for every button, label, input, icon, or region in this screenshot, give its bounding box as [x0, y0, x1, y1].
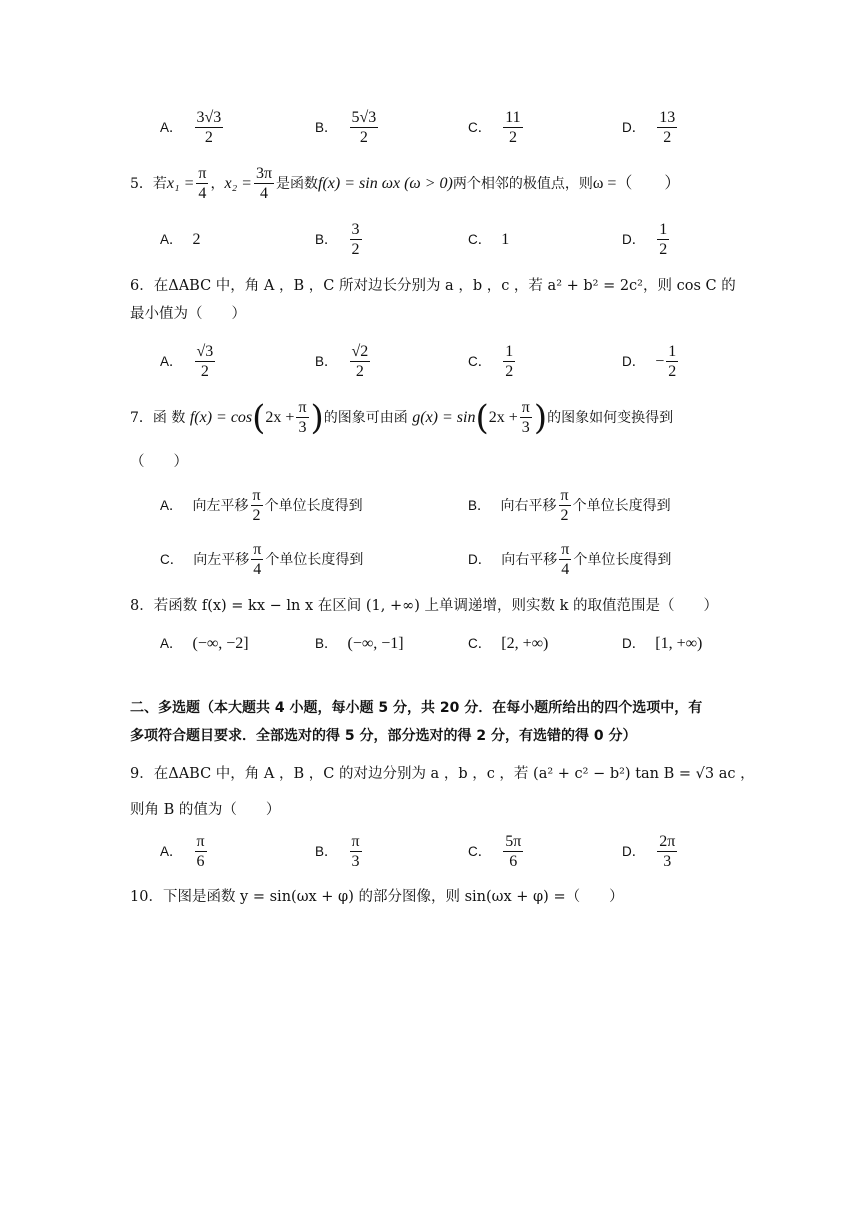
numerator: 3π [255, 165, 273, 182]
denominator: 2 [204, 129, 213, 146]
option-value: (−∞, −1] [347, 635, 404, 652]
numerator: π [198, 165, 207, 182]
option-label: A． [160, 636, 183, 651]
fraction [296, 398, 308, 437]
q5-omega: ω =（ ） [592, 174, 681, 192]
section2-heading-line1: 二、多选题（本大题共 4 小题，每小题 5 分，共 20 分．在每小题所给出的四个选项中，有 [130, 700, 703, 716]
left-paren: ( [475, 397, 489, 438]
numerator: 1 [659, 221, 668, 238]
option-label: B． [468, 497, 491, 513]
option-label: D． [622, 119, 646, 135]
option-label: B． [315, 119, 338, 135]
numerator: π [521, 399, 530, 416]
fraction [503, 342, 515, 381]
option-value: 1 [501, 231, 510, 248]
denominator: 6 [196, 853, 205, 870]
denominator: 4 [198, 185, 207, 202]
fraction [350, 342, 371, 381]
fraction [657, 108, 677, 147]
numerator: π [252, 487, 261, 504]
fraction [503, 108, 522, 147]
q5-prefix: 5．若 [130, 175, 167, 192]
option-label: C． [468, 353, 492, 369]
q6-option-a [160, 342, 217, 381]
q5-option-a [160, 230, 201, 250]
q6-option-d [622, 342, 680, 381]
q5-option-c [468, 230, 509, 250]
right-paren: ) [533, 397, 548, 438]
q8-option-a [160, 634, 249, 654]
option-label: B． [315, 843, 338, 859]
q9-option-c [468, 832, 525, 871]
option-label: C． [160, 551, 184, 567]
q5-x2: x₂ = [224, 174, 252, 192]
q8-option-d [622, 634, 702, 654]
numerator: √3 [196, 343, 214, 360]
q9-option-d [622, 832, 679, 871]
denominator: 6 [509, 853, 518, 870]
numerator: π [253, 541, 262, 558]
q8-option-b [315, 634, 404, 654]
denominator: 2 [508, 129, 517, 146]
q7-option-c [160, 540, 363, 579]
option-label: D． [622, 353, 646, 369]
denominator: 2 [668, 363, 677, 380]
option-pre: 向左平移 [192, 497, 249, 514]
option-pre: 向左平移 [193, 551, 250, 568]
numerator: 3 [351, 221, 360, 238]
q7-option-b [468, 486, 671, 525]
denominator: 2 [659, 241, 668, 258]
denominator: 2 [505, 363, 514, 380]
option-value: [1, +∞) [655, 635, 703, 652]
q6-line1: 6．在ΔABC 中，角 A ，B ，C 所对边长分别为 a ，b ，c ，若 a² + b² = 2c²，则 cos C 的 [130, 278, 736, 294]
option-label: D． [622, 843, 646, 859]
numerator: √2 [351, 343, 369, 360]
option-label: D． [622, 636, 646, 651]
fraction [657, 220, 669, 259]
option-label: C． [468, 843, 492, 859]
fraction [350, 108, 379, 147]
option-label: A． [160, 119, 183, 135]
denominator: 2 [355, 363, 364, 380]
option-label: C． [468, 232, 492, 247]
q6-line2: 最小值为（ ） [130, 306, 246, 322]
option-label: A． [160, 353, 183, 369]
q9-line2: 则角 B 的值为（ ） [130, 802, 281, 818]
denominator: 2 [359, 129, 368, 146]
q7-line2: （ ） [130, 454, 188, 470]
q7-inner: 2x + [265, 408, 295, 426]
option-pre: 向右平移 [501, 551, 558, 568]
option-label: D． [468, 551, 492, 567]
fraction [251, 486, 263, 525]
q7-stem [130, 398, 673, 437]
numerator: 3√3 [196, 109, 222, 126]
numerator: 1 [505, 343, 514, 360]
fraction [195, 108, 224, 147]
q5-stem [130, 164, 680, 203]
option-post: 个单位长度得到 [572, 497, 671, 514]
numerator: 2π [659, 833, 676, 850]
denominator: 2 [252, 507, 261, 524]
denominator: 4 [561, 561, 570, 578]
option-value: 2 [192, 231, 201, 248]
q5-suffix: 两个相邻的极值点，则 [452, 175, 593, 192]
denominator: 3 [298, 419, 307, 436]
fraction [559, 486, 571, 525]
section2-heading-line2: 多项符合题目要求．全部选对的得 5 分，部分选对的得 2 分，有选错的得 0 分） [130, 728, 637, 744]
fraction [195, 832, 207, 871]
option-post: 个单位长度得到 [265, 551, 364, 568]
fraction [666, 342, 678, 381]
option-label: B． [315, 353, 338, 369]
q5-option-b [315, 220, 364, 259]
q7-inner-2: 2x + [488, 408, 518, 426]
denominator: 3 [663, 853, 672, 870]
left-paren: ( [252, 397, 266, 438]
fraction [350, 832, 362, 871]
q4-option-c [468, 108, 525, 147]
q8-option-c [468, 634, 548, 654]
option-value: [2, +∞) [501, 635, 549, 652]
q5-func: f(x) = sin ωx (ω > 0) [318, 174, 453, 192]
numerator: 13 [659, 109, 676, 126]
fraction [503, 832, 523, 871]
denominator: 4 [259, 185, 268, 202]
q9-line1: 9．在ΔABC 中，角 A ，B ，C 的对边分别为 a ，b ，c ，若 (a² + c² − b²) tan B = √3 ac ， [130, 766, 755, 782]
q6-option-c [468, 342, 517, 381]
fraction [254, 164, 274, 203]
right-paren: ) [310, 397, 324, 438]
q7-p3: 的图象如何变换得到 [547, 409, 674, 426]
option-label: C． [468, 119, 492, 135]
fraction [251, 540, 263, 579]
fraction [657, 832, 677, 871]
option-label: D． [622, 231, 646, 247]
numerator: π [351, 833, 360, 850]
numerator: π [561, 541, 570, 558]
option-label: B． [315, 636, 338, 651]
denominator: 3 [521, 419, 530, 436]
option-label: A． [160, 232, 183, 247]
fraction [559, 540, 571, 579]
option-pre: 向右平移 [500, 497, 557, 514]
numerator: 11 [505, 109, 521, 126]
q5-sep: ， [210, 175, 225, 192]
denominator: 4 [253, 561, 262, 578]
denominator: 2 [200, 363, 209, 380]
q5-middle: 是函数 [276, 175, 319, 192]
option-label: B． [315, 231, 338, 247]
q4-option-d [622, 108, 679, 147]
q7-p1: 7．函 数 [130, 409, 186, 426]
q7-p2: 的图象可由函 [323, 409, 408, 426]
q7-f: f(x) = cos [189, 408, 253, 426]
minus-sign: − [655, 352, 665, 370]
q7-g: g(x) = sin [412, 408, 476, 426]
q5-option-d [622, 220, 671, 259]
denominator: 2 [351, 241, 360, 258]
numerator: 5√3 [351, 109, 377, 126]
numerator: π [196, 833, 205, 850]
denominator: 3 [351, 853, 360, 870]
numerator: 5π [505, 833, 522, 850]
option-post: 个单位长度得到 [264, 497, 363, 514]
option-post: 个单位长度得到 [573, 551, 672, 568]
option-label: A． [160, 497, 183, 513]
q5-x1: x₁ = [166, 174, 195, 192]
fraction [195, 342, 216, 381]
q9-option-a [160, 832, 209, 871]
q7-option-d [468, 540, 671, 579]
q8-line1: 8．若函数 f(x) = kx − ln x 在区间 (1, +∞) 上单调递增，则实数 k 的取值范围是（ ） [130, 598, 718, 614]
fraction [520, 398, 532, 437]
fraction [196, 164, 208, 203]
option-label: A． [160, 843, 183, 859]
fraction [350, 220, 362, 259]
q10-line1: 10．下图是函数 y = sin(ωx + φ) 的部分图像，则 sin(ωx + φ) =（ ） [130, 889, 624, 905]
option-value: (−∞, −2] [192, 635, 249, 652]
q9-option-b [315, 832, 364, 871]
q6-option-b [315, 342, 372, 381]
denominator: 2 [560, 507, 569, 524]
q4-option-b [315, 108, 380, 147]
option-label: C． [468, 636, 492, 651]
q4-option-a [160, 108, 225, 147]
numerator: π [560, 487, 569, 504]
numerator: π [298, 399, 307, 416]
numerator: 1 [668, 343, 677, 360]
denominator: 2 [663, 129, 672, 146]
q7-option-a [160, 486, 363, 525]
